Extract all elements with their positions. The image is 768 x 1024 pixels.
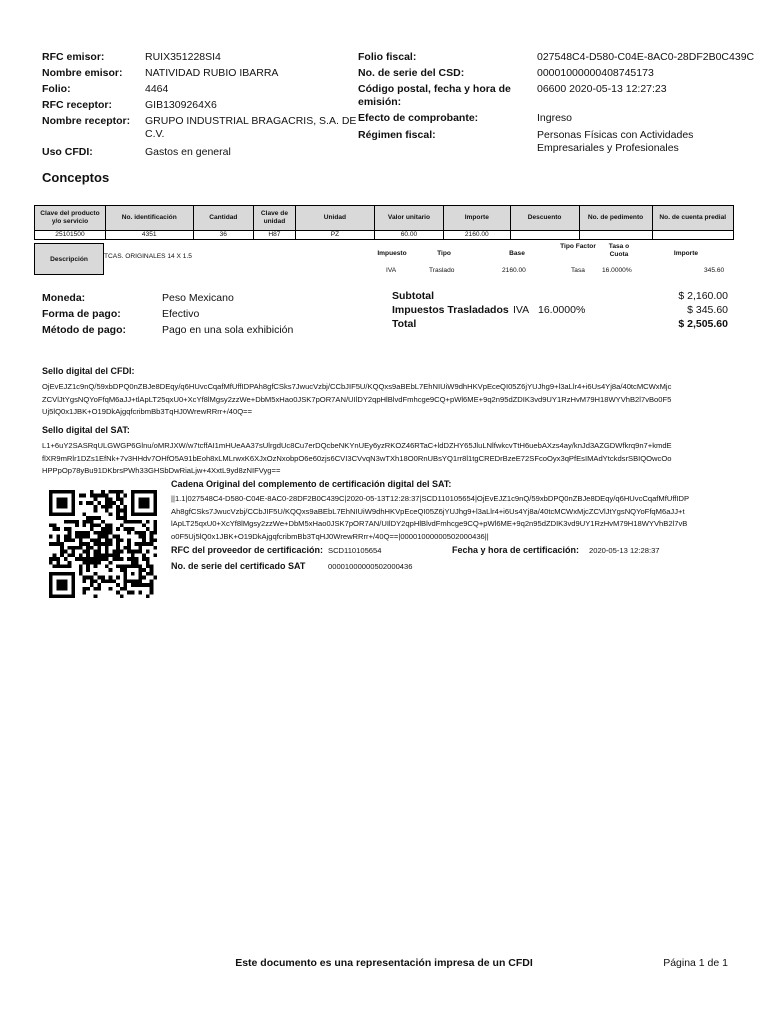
nombre-emisor-value: NATIVIDAD RUBIO IBARRA [145, 67, 279, 79]
serie-csd-label: No. de serie del CSD: [358, 67, 465, 79]
cp-fecha-value: 06600 2020-05-13 12:27:23 [537, 83, 667, 95]
table-header-row [35, 206, 734, 231]
moneda-label: Moneda: [42, 292, 86, 304]
metodo-pago-value: Pago en una sola exhibición [162, 324, 294, 336]
tax-tipo-factor-value: Tasa [571, 267, 585, 274]
fecha-certificacion-label: Fecha y hora de certificación: [452, 545, 580, 555]
sello-cfdi-text [42, 381, 734, 419]
table-cell: 2160.00 [443, 231, 510, 240]
sello-sat-line: L1+6uY2SASRqULGWGP6Glnu/oMRJXW/w7tcffAI1mHUeAA37sUlrgdUc8Cu7erDQcbeNKYnUEy6yzRKOZ46RTaC+ldDZHY65JluLNlfwkcvTtH6uebAXzs4ay/knJd3AZGDWfkrq9n7+kmdE [42, 441, 672, 450]
column-header: Clave de unidad [254, 206, 296, 231]
table-cell: PZ [295, 231, 374, 240]
column-header: Descuento [510, 206, 579, 231]
table-cell: 60.00 [375, 231, 444, 240]
sello-sat-line: flXR9mRlr1DZs1EfNk+7v3HHdv7OHfO5A91bEoh8xLMLrwxK6XJxOzNxobpO6e60zjs6CVI3CVvqN3wTXh18O0RnUBsYQ1rr8l1tgCREDrBzeE72SFcoOyx3qPfEsIMAdYtckdsrSBIQOwcOo [42, 453, 672, 463]
column-header: Unidad [295, 206, 374, 231]
qr-code-image [49, 490, 157, 598]
table-cell: 4351 [105, 231, 193, 240]
column-header: No. de pedimento [579, 206, 652, 231]
cadena-text [171, 493, 736, 543]
efecto-value: Ingreso [537, 112, 573, 124]
rfc-receptor-label: RFC receptor: [42, 99, 113, 111]
table-row [35, 231, 734, 240]
tax-header-tipo-factor: Tipo Factor [560, 243, 596, 250]
nombre-receptor-value-1: GRUPO INDUSTRIAL BRAGACRIS, S.A. DE [145, 115, 357, 127]
impuestos-tasa: 16.0000% [538, 304, 586, 316]
sello-sat-text [42, 440, 734, 478]
tax-header-base: Base [509, 250, 525, 257]
column-header: Clave del producto y/o servicio [35, 206, 106, 231]
fecha-certificacion-value: 2020-05-13 12:28:37 [589, 546, 660, 555]
serie-sat-label: No. de serie del certificado SAT [171, 561, 306, 571]
cadena-line: ||1.1|027548C4-D580-C04E-8AC0-28DF2B0C439C|2020-05-13T12:28:37|SCD110105654|OjEvEJZ1c9nQ/59xbDPQ0nZBJe8DEqy/q6HUvcCqafMfUffIDP [171, 494, 690, 503]
efecto-label: Efecto de comprobante: [358, 112, 479, 124]
table-cell [652, 231, 733, 240]
total-value: $ 2,505.60 [678, 318, 728, 330]
column-header: No. identificación [105, 206, 193, 231]
cadena-line: o0F5Uj5lQ0x1JBK+O19DkAjgqfcribmBb3TqHJ0WrewRRrr+/40Q==|00001000000502000436|| [171, 531, 489, 541]
folio-label: Folio: [42, 83, 71, 95]
nombre-emisor-label: Nombre emisor: [42, 67, 123, 79]
footer-leyenda: Este documento es una representación impresa de un CFDI [235, 957, 533, 969]
tax-header-tipo: Tipo [437, 250, 451, 257]
impuestos-trasladados-label: Impuestos Trasladados [392, 304, 509, 316]
cadena-line: lApLT25qxU0+XcYf8lMgsy2zzWe+DbM5xHao0JSK7pOR7AN/UIlDY2qpHlBlvdFmhcge9CQ+pWl6ME+9q2n95dZDIK3vd9UY1RzHvM79H18WYVhB2l7vB [171, 519, 688, 529]
column-header: Valor unitario [375, 206, 444, 231]
subtotal-label: Subtotal [392, 290, 434, 302]
regimen-value-2: Empresariales y Profesionales [537, 142, 679, 154]
sello-cfdi-line: Uj5lQ0x1JBK+O19DkAjgqfcribmBb3TqHJ0WrewRRrr+/40Q== [42, 407, 253, 417]
metodo-pago-label: Método de pago: [42, 324, 126, 336]
rfc-proveedor-label: RFC del proveedor de certificación: [171, 545, 324, 555]
forma-pago-label: Forma de pago: [42, 308, 121, 320]
tax-header-tasa-cuota: Tasa o Cuota [608, 243, 630, 258]
folio-value: 4464 [145, 83, 169, 95]
table-cell [510, 231, 579, 240]
descripcion-value: TCAS. ORIGINALES 14 X 1.5 [104, 253, 192, 260]
tax-tasa-value: 16.0000% [602, 267, 632, 274]
sello-sat-title: Sello digital del SAT: [42, 425, 130, 435]
tax-base-value: 2160.00 [502, 267, 526, 274]
tax-header-impuesto: Impuesto [377, 250, 407, 257]
uso-cfdi-value: Gastos en general [145, 146, 231, 158]
folio-fiscal-value: 027548C4-D580-C04E-8AC0-28DF2B0C439C [537, 51, 755, 63]
table-cell: 25101500 [35, 231, 106, 240]
column-header: Importe [443, 206, 510, 231]
folio-fiscal-label: Folio fiscal: [358, 51, 417, 63]
tax-tipo-value: Traslado [429, 267, 455, 274]
forma-pago-value: Efectivo [162, 308, 200, 320]
rfc-proveedor-value: SCD110105654 [328, 546, 382, 555]
sello-cfdi-title: Sello digital del CFDI: [42, 366, 135, 376]
column-header: No. de cuenta predial [652, 206, 733, 231]
column-header: Cantidad [193, 206, 254, 231]
cp-fecha-label-1: Código postal, fecha y hora de [358, 83, 511, 95]
total-label: Total [392, 318, 417, 330]
regimen-label: Régimen fiscal: [358, 129, 436, 141]
table-cell: H87 [254, 231, 296, 240]
descripcion-block [34, 243, 734, 277]
sello-cfdi-line: ZCVlJtYgsNQYoFfqM6aJJ+tlApLT25qxU0+XcYf8lMgsy2zzWe+DbM5xHao0JSK7pOR7AN/UIlDY2qpHlBlvdFmhcge9CQ+pWl6ME+9q2n95dZDIK3vd9UY1RzHvM79H18WYVhB2l7vBo0F5 [42, 394, 672, 404]
sello-cfdi-line: OjEvEJZ1c9nQ/59xbDPQ0nZBJe8DEqy/q6HUvcCqafMfUffIDPAh8gfCSks7JwucVzbj/CCbJIF5U/KQQxs9aBEbL7EhNIUiW9dhHKVpEceQI05Z6jYUJhg9+l3aLlr4+i6Us4Yj8a/40tcMCWxMjc [42, 382, 672, 391]
serie-sat-value: 00001000000502000436 [328, 562, 413, 571]
tax-header-importe: Importe [673, 250, 699, 257]
cadena-title: Cadena Original del complemento de certificación digital del SAT: [171, 479, 452, 489]
tax-impuesto-value: IVA [386, 267, 397, 274]
uso-cfdi-label: Uso CFDI: [42, 146, 93, 158]
impuestos-tipo: IVA [513, 304, 530, 316]
nombre-receptor-value-2: C.V. [145, 128, 165, 140]
sello-sat-line: HPPpOp78yBu91DKbrsPWh33GHSbDwRiaLjw+4XxtL9yd8zNIFVyg== [42, 466, 281, 476]
rfc-emisor-label: RFC emisor: [42, 51, 105, 63]
table-cell: 36 [193, 231, 254, 240]
table-cell [579, 231, 652, 240]
subtotal-value: $ 2,160.00 [678, 290, 728, 302]
impuestos-value: $ 345.60 [687, 304, 728, 316]
cadena-line: Ah8gfCSks7JwucVzbj/CCbJIF5U/KQQxs9aBEbL7EhNIUiW9dhHKVpEceQI05Z6jYUJhg9+l3aLlr4+i6Us4Yj8a/40tcMCWxMjcZCVlJtYgsNQYoFfqM6aJJ+t [171, 506, 685, 516]
regimen-value-1: Personas Físicas con Actividades [537, 129, 694, 141]
page-number: Página 1 de 1 [663, 957, 728, 969]
nombre-receptor-label: Nombre receptor: [42, 115, 131, 127]
serie-csd-value: 00001000000408745173 [537, 67, 654, 79]
rfc-emisor-value: RUIX351228SI4 [145, 51, 221, 63]
conceptos-table [34, 205, 734, 240]
moneda-value: Peso Mexicano [162, 292, 234, 304]
cp-fecha-label-2: emisión: [358, 96, 402, 108]
conceptos-title: Conceptos [42, 170, 110, 185]
rfc-receptor-value: GIB1309264X6 [145, 99, 217, 111]
descripcion-label: Descripción [34, 243, 104, 275]
tax-importe-value: 345.60 [704, 267, 725, 274]
